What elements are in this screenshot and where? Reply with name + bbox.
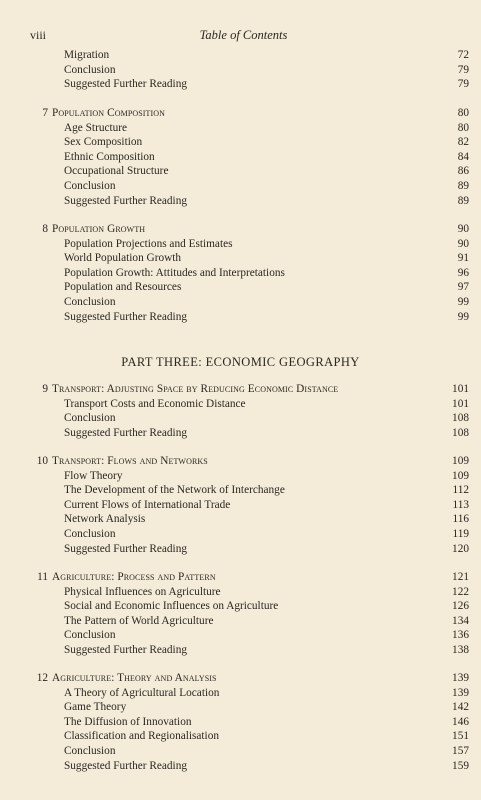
entry-title: Flow Theory (64, 469, 123, 482)
entry-title: The Pattern of World Agriculture (64, 614, 214, 627)
page-ref: 136 (452, 629, 469, 642)
chapter-row (0, 454, 481, 469)
page-header (30, 28, 457, 44)
toc-entry (0, 194, 481, 209)
toc-entry (0, 237, 481, 252)
entry-title: Suggested Further Reading (64, 310, 187, 323)
entry-title: Migration (64, 49, 110, 61)
entry-title: Population and Resources (64, 281, 182, 294)
page-ref: 151 (452, 730, 469, 743)
page-ref: 109 (452, 455, 469, 467)
entry-title: The Development of the Network of Interchange (64, 484, 285, 497)
page-ref: 122 (452, 585, 469, 598)
page-ref: 89 (457, 194, 469, 207)
entry-title: World Population Growth (64, 252, 182, 265)
entry-title: Conclusion (64, 180, 116, 192)
toc-entry (0, 426, 481, 441)
toc-entry (0, 729, 481, 744)
page-ref: 112 (452, 484, 469, 497)
toc-entry (0, 310, 481, 325)
entry-title: Conclusion (64, 63, 116, 76)
toc-entry (0, 150, 481, 165)
page-ref: 101 (452, 383, 469, 395)
chapter-number: 8 (42, 223, 48, 235)
page-ref: 120 (452, 542, 469, 555)
toc-entry (0, 585, 481, 600)
entry-title: Suggested Further Reading (64, 78, 187, 91)
page-ref: 134 (452, 614, 469, 627)
chapter-row (0, 106, 481, 121)
entry-title: Sex Composition (64, 136, 143, 149)
toc-entry (0, 251, 481, 266)
toc-entry (0, 628, 481, 643)
toc-entry (0, 77, 481, 92)
toc-entry (0, 686, 481, 701)
page-ref: 157 (452, 745, 469, 757)
toc-entry (0, 48, 481, 63)
chapter-title: Transport: Adjusting Space by Reducing Economic Distance (52, 383, 339, 395)
entry-title: Suggested Further Reading (64, 426, 187, 439)
page-ref: 80 (457, 107, 469, 119)
page-ref: 84 (457, 150, 469, 163)
chapter-number: 10 (36, 455, 48, 467)
page-ref: 97 (457, 281, 469, 294)
entry-title: Ethnic Composition (64, 150, 155, 163)
toc-entry (0, 179, 481, 194)
entry-title: Game Theory (64, 701, 127, 714)
toc-entry (0, 759, 481, 774)
page-ref: 126 (452, 600, 469, 613)
toc-entry (0, 542, 481, 557)
page-ref: 79 (457, 63, 469, 76)
entry-title: Current Flows of International Trade (64, 498, 231, 511)
page-ref: 119 (452, 528, 469, 540)
entry-title: Age Structure (64, 121, 128, 134)
toc-entry (0, 498, 481, 513)
toc-entry (0, 700, 481, 715)
toc-entry (0, 614, 481, 629)
page-ref: 121 (452, 571, 469, 583)
page-ref: 80 (457, 121, 469, 134)
page-ref: 142 (452, 701, 469, 714)
toc-entry (0, 266, 481, 281)
entry-title: Social and Economic Influences on Agriculture (64, 600, 279, 613)
entry-title: Suggested Further Reading (64, 759, 187, 772)
chapter-title: Population Composition (52, 107, 166, 119)
toc-entry (0, 63, 481, 78)
page-ref: 86 (457, 165, 469, 178)
toc-entry (0, 397, 481, 412)
entry-title: Conclusion (64, 412, 116, 425)
chapter-row (0, 222, 481, 237)
entry-title: Population Projections and Estimates (64, 237, 233, 250)
page-ref: 116 (452, 513, 469, 526)
toc-entry (0, 280, 481, 295)
entry-title: Conclusion (64, 528, 116, 540)
page-ref: 101 (452, 397, 469, 410)
page-ref: 108 (452, 426, 469, 439)
part-heading: PART THREE: ECONOMIC GEOGRAPHY (121, 355, 360, 369)
toc-entry (0, 483, 481, 498)
entry-title: Classification and Regionalisation (64, 730, 219, 743)
entry-title: Conclusion (64, 296, 116, 308)
page-ref: 139 (452, 672, 469, 684)
chapter-row (0, 570, 481, 585)
toc-entry (0, 295, 481, 310)
page-ref: 91 (457, 252, 469, 265)
chapter-row (0, 671, 481, 686)
page-ref: 159 (452, 759, 469, 772)
page-ref: 90 (457, 223, 469, 235)
running-title: Table of Contents (199, 28, 288, 42)
toc-entry (0, 411, 481, 426)
toc-entry (0, 512, 481, 527)
chapter-number: 12 (36, 672, 48, 684)
page-ref: 139 (452, 686, 469, 699)
toc-entry (0, 121, 481, 136)
toc-entry (0, 643, 481, 658)
toc-entry (0, 599, 481, 614)
chapter-title: Population Growth (52, 223, 146, 235)
toc-entry (0, 527, 481, 542)
entry-title: Network Analysis (64, 513, 146, 526)
chapter-row (0, 382, 481, 397)
toc-entry (0, 164, 481, 179)
chapter-number: 11 (37, 571, 48, 583)
entry-title: Population Growth: Attitudes and Interpretations (64, 266, 285, 279)
entry-title: Conclusion (64, 629, 116, 642)
page-ref: 108 (452, 412, 469, 425)
page-ref: 138 (452, 644, 469, 656)
chapter-title: Transport: Flows and Networks (52, 455, 208, 467)
page-ref: 89 (457, 180, 469, 192)
chapter-title: Agriculture: Process and Pattern (52, 571, 216, 583)
page-ref: 72 (457, 49, 469, 61)
page-ref: 113 (452, 498, 469, 511)
toc-entry (0, 135, 481, 150)
entry-title: Transport Costs and Economic Distance (64, 397, 246, 410)
entry-title: Suggested Further Reading (64, 542, 187, 555)
chapter-title: Agriculture: Theory and Analysis (52, 672, 217, 684)
page-ref: 96 (457, 266, 469, 279)
page-ref: 99 (457, 296, 469, 308)
entry-title: Suggested Further Reading (64, 644, 187, 656)
toc-entry (0, 744, 481, 759)
chapter-number: 7 (42, 107, 48, 119)
page-ref: 99 (457, 310, 469, 323)
entry-title: Conclusion (64, 745, 116, 757)
page-ref: 82 (457, 136, 469, 149)
page-ref: 109 (452, 469, 469, 482)
entry-title: A Theory of Agricultural Location (64, 686, 220, 699)
entry-title: Occupational Structure (64, 165, 169, 178)
page-ref: 79 (457, 78, 469, 91)
entry-title: The Diffusion of Innovation (64, 715, 192, 728)
toc-entry (0, 715, 481, 730)
toc-entry (0, 469, 481, 484)
page-ref: 146 (452, 715, 469, 728)
page-ref: 90 (457, 237, 469, 250)
entry-title: Physical Influences on Agriculture (64, 585, 221, 598)
entry-title: Suggested Further Reading (64, 194, 187, 207)
page-number: viii (30, 28, 47, 42)
chapter-number: 9 (42, 383, 48, 395)
